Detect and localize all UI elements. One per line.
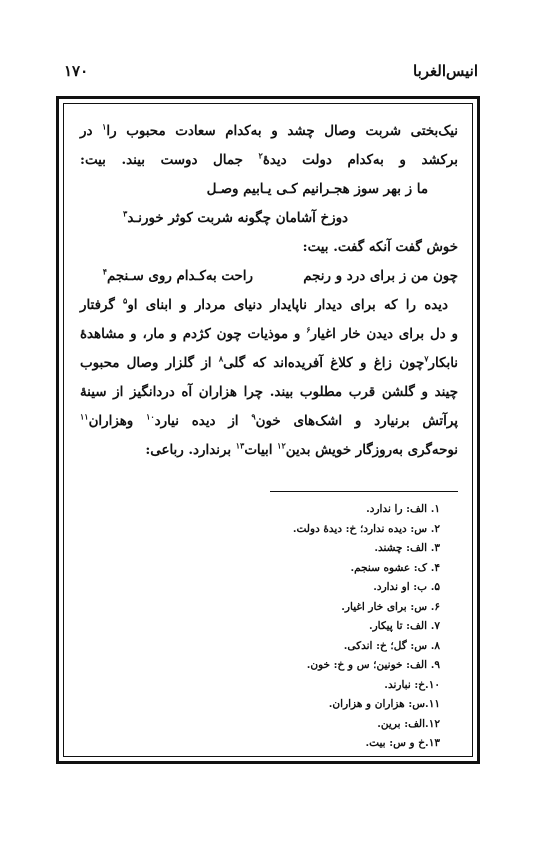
page-number: ۱۷۰ [64,62,89,80]
footnote: ۷. الف: تا پیکار. [368,620,440,632]
verse-hemistich: دوزخ آشامان چگونه شربت کوثر خورنـد$^۳$ [123,208,348,226]
footnote-ref: ۷ [424,353,429,364]
verse-line [80,175,458,204]
running-header [60,62,478,86]
footnote-ref: ۸ [218,353,224,364]
text-line: و دل برای دیدن خار اغیار$^۶$ و موذیات چون کژدم و مار، و مشاهدهٔ [80,324,458,342]
footnote-separator [270,491,458,492]
text-line: نابکار$^۷$چون زاغ و کلاغ آفریده‌اند که گلی$^۸$ از گلزار وصال محبوب [80,353,459,371]
footnote-ref: ۳ [123,208,128,219]
text-line: پرآتش برنیارد و اشک‌های خون$^۹$ از دیده نیارد$^{۱۰}$ وهزاران$^{۱۱}$ [80,411,458,429]
verse-line [80,204,458,233]
footnote: ۹. الف: خونین؛ س و خ: خون. [306,659,440,671]
footnote: ۵. ب: او ندارد. [373,581,440,593]
footnote: ۳. الف: چشند. [374,542,440,554]
verse-hemistich: چون من ز برای درد و رنجم [303,268,458,284]
footnote: ۶. س: برای خار اغیار. [341,600,440,613]
verse-hemistich: راحت به‌کـدام روی سـنجم$^۴$ [102,266,253,284]
footnote: ۲. س: دیده ندارد؛ خ: دیدهٔ دولت. [292,522,440,535]
book-title: انیس‌الغربا [413,62,478,80]
footnote-ref: ۶ [306,324,311,335]
footnote: ۱۰.خ: نبارند. [384,678,440,691]
verse-line [80,262,458,291]
footnote-ref: ۱۰ [146,411,155,422]
footnote: ۱۱.س: هزاران و هزاران. [328,698,440,710]
footnote: ۸. س: گل؛ خ: اندکی. [343,639,440,652]
text-line: خوش گفت آنکه گفت. بیت: [302,239,458,255]
footnote-ref: ۱۳ [235,440,245,451]
main-text [80,117,458,465]
verse-hemistich: ما ز بهر سوز هجـرانیم کـی یـابیم وصـل [206,181,428,197]
text-line: نیک‌بختی شربت وصال چشد و به‌کدام سعادت محبوب را$^۱$ در [80,121,459,139]
footnote-ref: ۱۲ [277,440,286,451]
text-line: دیده را که برای دیدار ناپایدار دنیای مردار و ابنای او$^۵$ گرفتار [80,295,448,313]
footnote: ۱۳.خ و س: بیت. [365,737,440,749]
text-line: برکشد و به‌کدام دولت دیدهٔ$^۲$ جمال دوست بیند. بیت: [80,150,458,168]
footnote-ref: ۱ [102,121,107,132]
footnote-ref: ۴ [102,266,107,277]
footnote: ۱۲.الف: برین. [377,717,440,730]
footnote: ۱. الف: را ندارد. [366,503,440,515]
footnote-ref: ۵ [123,295,128,306]
text-line: چیند و گلشن قرب مطلوب بیند. چرا هزاران آه دردانگیز از سینهٔ [80,384,458,400]
footnote: ۴. ک: عشوه سنجم. [350,561,440,574]
footnote-ref: ۹ [251,411,256,422]
footnotes [80,500,450,754]
text-line: نوحه‌گری به‌روزگار خویش بدین$^{۱۲}$ ابیات$^{۱۳}$ برندارد. رباعی: [145,440,458,458]
footnote-ref: ۲ [258,150,263,161]
footnote-ref: ۱۱ [80,411,89,422]
